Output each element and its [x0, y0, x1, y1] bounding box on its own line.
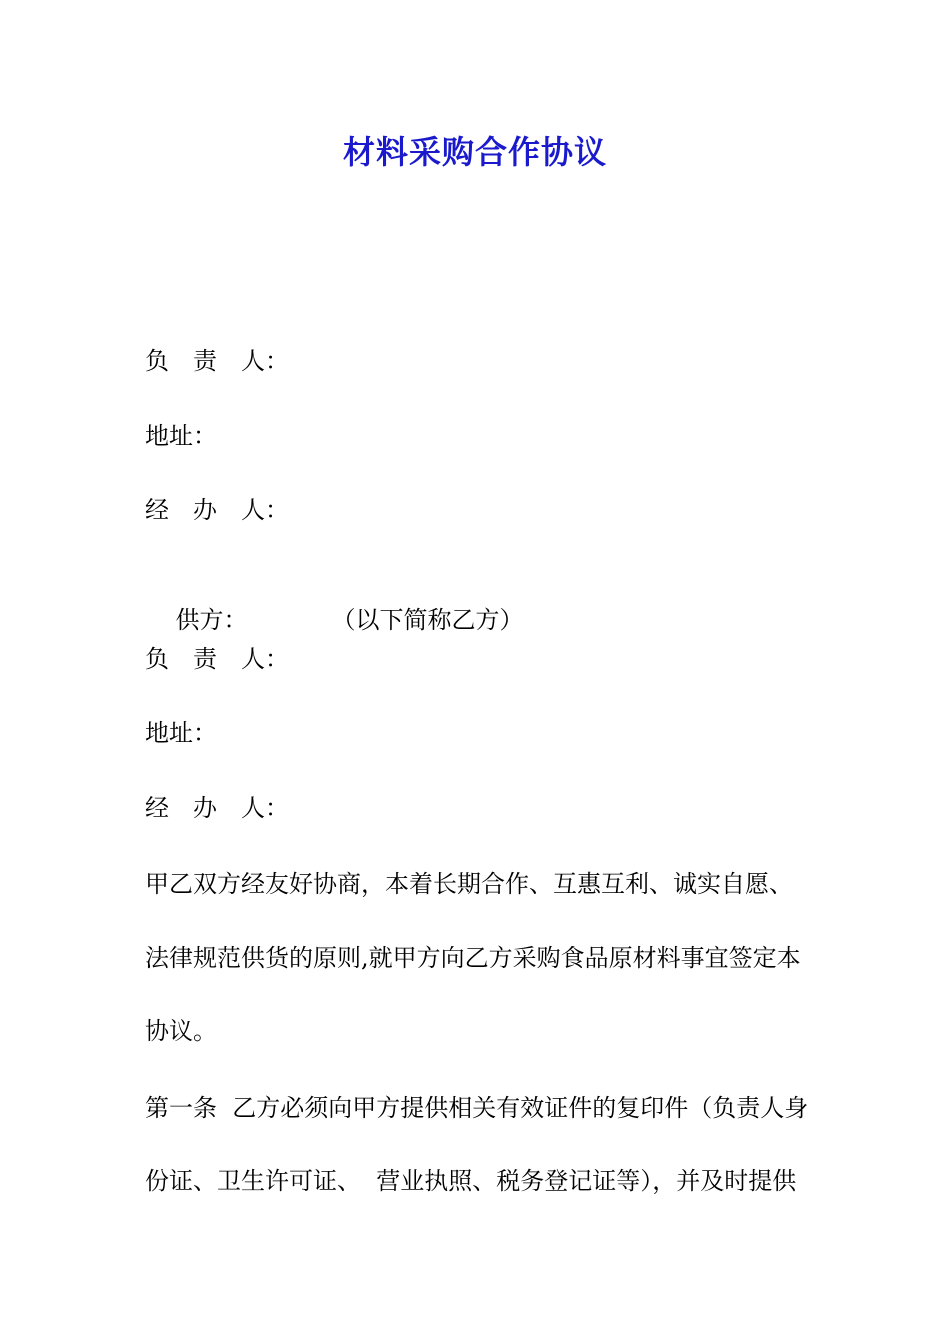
party-b-handler-label: 经 办 人：: [145, 794, 289, 822]
article-1-line: 第一条 乙方必须向甲方提供相关有效证件的复印件（负责人身: [145, 1094, 809, 1122]
preamble-line: 法律规范供货的原则,就甲方向乙方采购食品原材料事宜签定本: [145, 944, 801, 972]
document-title: 材料采购合作协议: [342, 133, 607, 171]
supplier-note: （以下简称乙方）: [331, 606, 524, 634]
party-a-handler-label: 经 办 人：: [145, 496, 289, 524]
preamble-line: 甲乙双方经友好协商，本着长期合作、互惠互利、诚实自愿、: [145, 870, 793, 898]
party-b-address-label: 地址：: [145, 719, 217, 747]
article-1-line: 份证、卫生许可证、 营业执照、税务登记证等），并及时提供: [145, 1167, 797, 1195]
supplier-label: 供方：: [175, 606, 248, 634]
party-b-responsible-label: 负 责 人：: [145, 645, 289, 673]
party-a-responsible-label: 负 责 人：: [145, 347, 289, 375]
preamble-line: 协议。: [145, 1017, 217, 1045]
party-a-address-label: 地址：: [145, 422, 217, 450]
